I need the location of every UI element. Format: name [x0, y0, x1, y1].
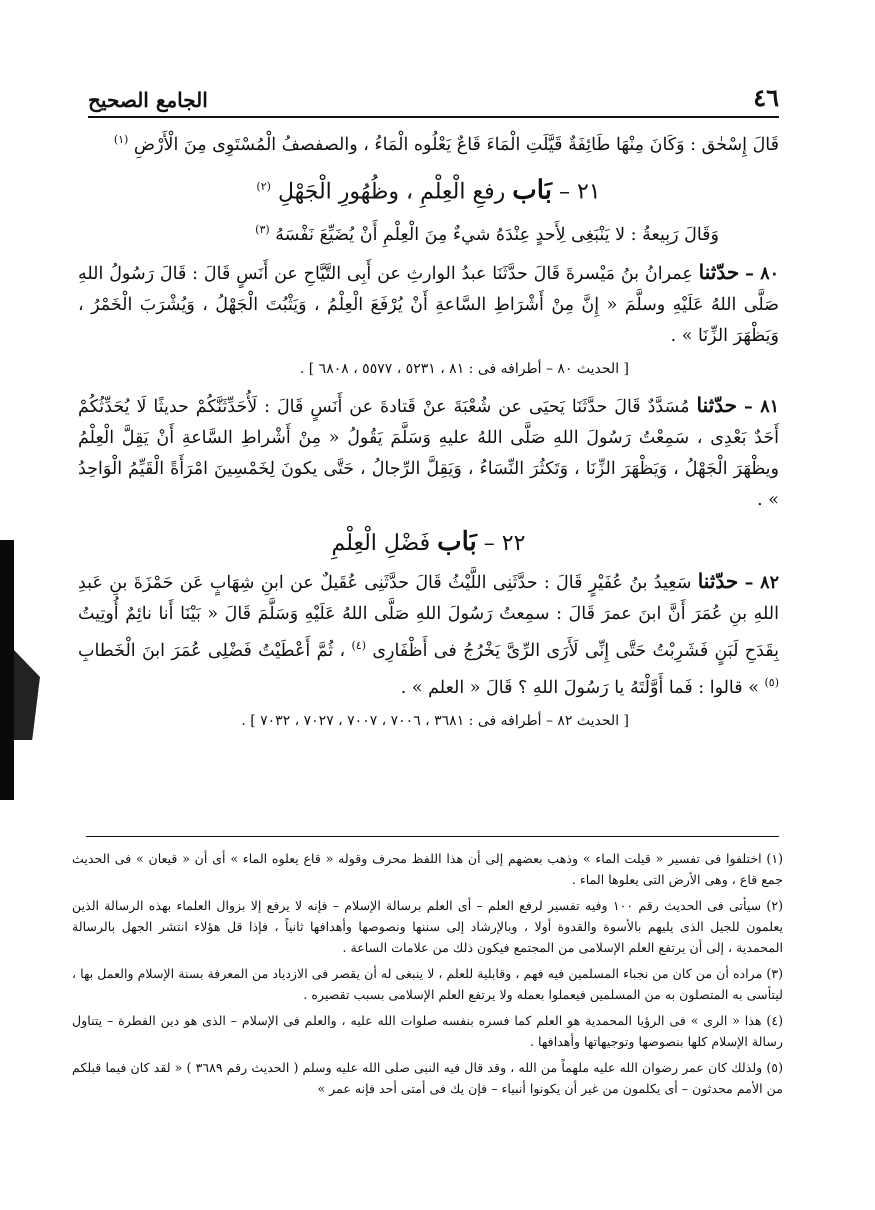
- hadith-80: [78, 257, 779, 352]
- footnotes: [72, 848, 783, 1104]
- footnote-4: (٤) هذا « الرى » فى الرؤيا المحمدية هو العلم كما فسره بنفسه صلوات الله عليه ، والعلم فى الإسلام – الذى هو دين الفطرة – يتناول رسالة الإسلام كلها بنصوصها وتوجيهاتها وأهدافها .: [72, 1013, 783, 1049]
- chapter-word: بَاب: [437, 526, 477, 557]
- hadith-82: [78, 566, 779, 704]
- footnote-1: (١) اختلفوا فى تفسير « قيلت الماء » وذهب بعضهم إلى أن هذا اللفظ محرف وقوله « قاع يعلوه الماء » أى أن « قيعان » فى الحديث جمع قاع ، وهى الأرض التى يعلوها الماء .: [72, 851, 783, 887]
- page-header: [88, 78, 779, 118]
- running-title: الجامع الصحيح: [88, 88, 208, 112]
- hadith-marker: حدّثنا: [698, 259, 740, 284]
- scan-torn-edge: [14, 650, 40, 740]
- footnote-ref: (٥): [764, 675, 779, 689]
- footnote-ref: (٤): [351, 638, 366, 652]
- hadith-marker: حدّثنا: [697, 568, 739, 593]
- paragraph-ishaq: [78, 124, 779, 161]
- hadith-text: عِمرانُ بنُ مَيْسرةَ قَالَ حدَّثَنَا عبدُ الوارثِ عن أَبِى التَّيَّاحِ عن أَنَسٍ قَالَ : قَالَ رَسُولُ اللهِ صَلَّى اللهُ عَلَيْهِ وسلَّمَ « إِنَّ مِنْ أَشْرَاطِ السَّاعةِ أَنْ يُرْفَعَ الْعِلْمُ ، وَيَثْبُتَ الْجَهْلُ ، وَيُشْرَبَ الْخَمْرُ ، وَيَظْهَرَ الزِّنَا » .: [78, 263, 779, 346]
- main-text: [78, 124, 779, 732]
- hadith-number: ٨٢ –: [744, 572, 779, 593]
- chapter-number: ٢١ –: [558, 179, 601, 205]
- chapter-word: بَاب: [512, 175, 552, 206]
- scan-shadow: [0, 540, 14, 800]
- footnote-ref: (١): [113, 133, 129, 146]
- chapter-heading-22: [78, 522, 779, 564]
- hadith-text: مُسَدَّدٌ قَالَ حدَّثَنَا يَحيَى عن شُعْبَةَ عنْ قَتادةَ عن أَنَسٍ قَالَ : لَأُحَدِّثَنَّكُمْ حديثًا لَا يُحَدِّثُكُمْ أَحَدٌ بَعْدِى ، سَمِعْتُ رَسُولَ اللهِ صَلَّى اللهُ عليهِ وَسَلَّمَ يَقُولُ « مِنْ أَشْراطِ السَّاعةِ أَنْ يَقِلَّ الْعِلْمُ ويظْهَرَ الْجَهْلُ ، وَيَظْهَرَ الزِّنَا ، وَتَكثُرَ النِّسَاءُ ، وَيَقِلَّ الرِّجالُ ، حَتَّى يكونَ لِخَمْسِينَ امْرَأَةً الْقَيِّمُ الْوَاحِدُ » .: [78, 396, 779, 510]
- footnote-divider: [86, 836, 779, 837]
- hadith-text: » قالوا : فَما أَوَّلْتَهُ يا رَسُولَ اللهِ ؟ قَالَ « العلم » .: [400, 677, 759, 698]
- hadith-number: ٨٠ –: [745, 263, 779, 284]
- hadith-80-reference: [ الحديث ٨٠ – أطرافه فى : ٨١ ، ٥٢٣١ ، ٥٥٧٧ ، ٦٨٠٨ ] .: [299, 360, 629, 377]
- hadith-number: ٨١ –: [743, 396, 779, 417]
- chapter-title: فَضْلِ الْعِلْمِ: [331, 530, 431, 556]
- footnote-5: (٥) ولذلك كان عمر رضوان الله عليه ملهماً من الله ، وقد قال فيه النبى صلى الله عليه وسلم ( الحديث رقم ٣٦٨٩ ) « لقد كان فيما قبلكم من الأمم محدثون – أى يكلمون من غير أن يكونوا أنبياء – فإن يك فى أمتى أحد فإنه عمر »: [72, 1060, 783, 1096]
- paragraph-rabia: [78, 214, 779, 251]
- footnote-ref: (٢): [256, 179, 271, 193]
- footnote-2: (٢) سيأتى فى الحديث رقم ١٠٠ وفيه تفسير لرفع العلم – أى العلم برسالة الإسلام – فإنه لا يرفع إلا بزوال العلماء بهذه الرسالة الذين يعلمون للجيل الذى يليهم بالأسوة والقدوة أولا ، وبالإرشاد إلى سننها ونصوصها وأهدافها ثانياً ، فإذا قل هؤلاء انتشر الجهل بالرسالة المحمدية ، إلى أن يرتفع العلم الإسلامى من المجتمع فيكون ذلك من علامات الساعة .: [72, 898, 783, 955]
- footnote-3: (٣) مراده أن من كان من نجباء المسلمين فيه فهم ، وقابلية للعلم ، لا ينبغى له أن يقصر فى الازدياد من المعرفة بسنة الإسلام والعمل بها ، ليتأسى به المتصلون به من المسلمين فيعملوا بعمله ولا يرتفع العلم الإسلامى بسبب تقصيره .: [72, 966, 783, 1002]
- paragraph-text: قَالَ إِسْحٰق : وَكَانَ مِنْهَا طَائِفَةٌ قَيَّلَتِ الْمَاءَ قَاعٌ يَعْلُوه الْمَاءُ ، والصفصفُ الْمُسْتَوِى مِنَ الْأَرْضِ: [133, 134, 779, 155]
- hadith-text: سَعِيدُ بنُ عُفَيْرٍ قَالَ : حدَّثَنِى اللَّيْثُ قَالَ حدَّثَنِى عُقَيلٌ عن ابنِ شِهَابٍ عَن حَمْزَةَ بنِ عَبدِ اللهِ بنِ عُمَرَ أَنَّ ابنَ عمرَ قَالَ : سمِعتُ رَسُولَ اللهِ صَلَّى اللهُ عَلَيْهِ وَسَلَّمَ قَالَ « بَيْنَا أَنا نائِمٌ أُوتِيتُ بِقَدَحِ لَبَنٍ فَشَرِبْتُ حَتَّى إِنِّى لَأَرَى الرِّىَّ يَخْرُجُ فى أَظْفَارِى: [78, 572, 780, 661]
- chapter-number: ٢٢ –: [483, 530, 526, 556]
- chapter-title: رفعِ الْعِلْمِ ، وظُهُورِ الْجَهْلِ: [277, 179, 506, 205]
- hadith-82-reference: [ الحديث ٨٢ – أطرافه فى : ٣٦٨١ ، ٧٠٠٦ ، ٧٠٠٧ ، ٧٠٢٧ ، ٧٠٣٢ ] .: [241, 712, 629, 729]
- hadith-81: [78, 390, 779, 516]
- hadith-text: ، ثُمَّ أَعْطَيْتُ فَضْلِى عُمَرَ ابنَ الْخَطابِ: [78, 640, 346, 661]
- page-number: ٤٦: [753, 83, 779, 112]
- paragraph-text: وَقَالَ رَبِيعةُ : لا يَنْبَغِى لِأَحدٍ عِنْدَهُ شيءٌ مِنَ الْعِلْمِ أَنْ يُضَيِّعَ نَفْسَهُ: [275, 224, 719, 245]
- hadith-marker: حدّثنا: [696, 392, 738, 417]
- footnote-ref: (٣): [255, 223, 270, 237]
- chapter-heading-21: [78, 167, 779, 212]
